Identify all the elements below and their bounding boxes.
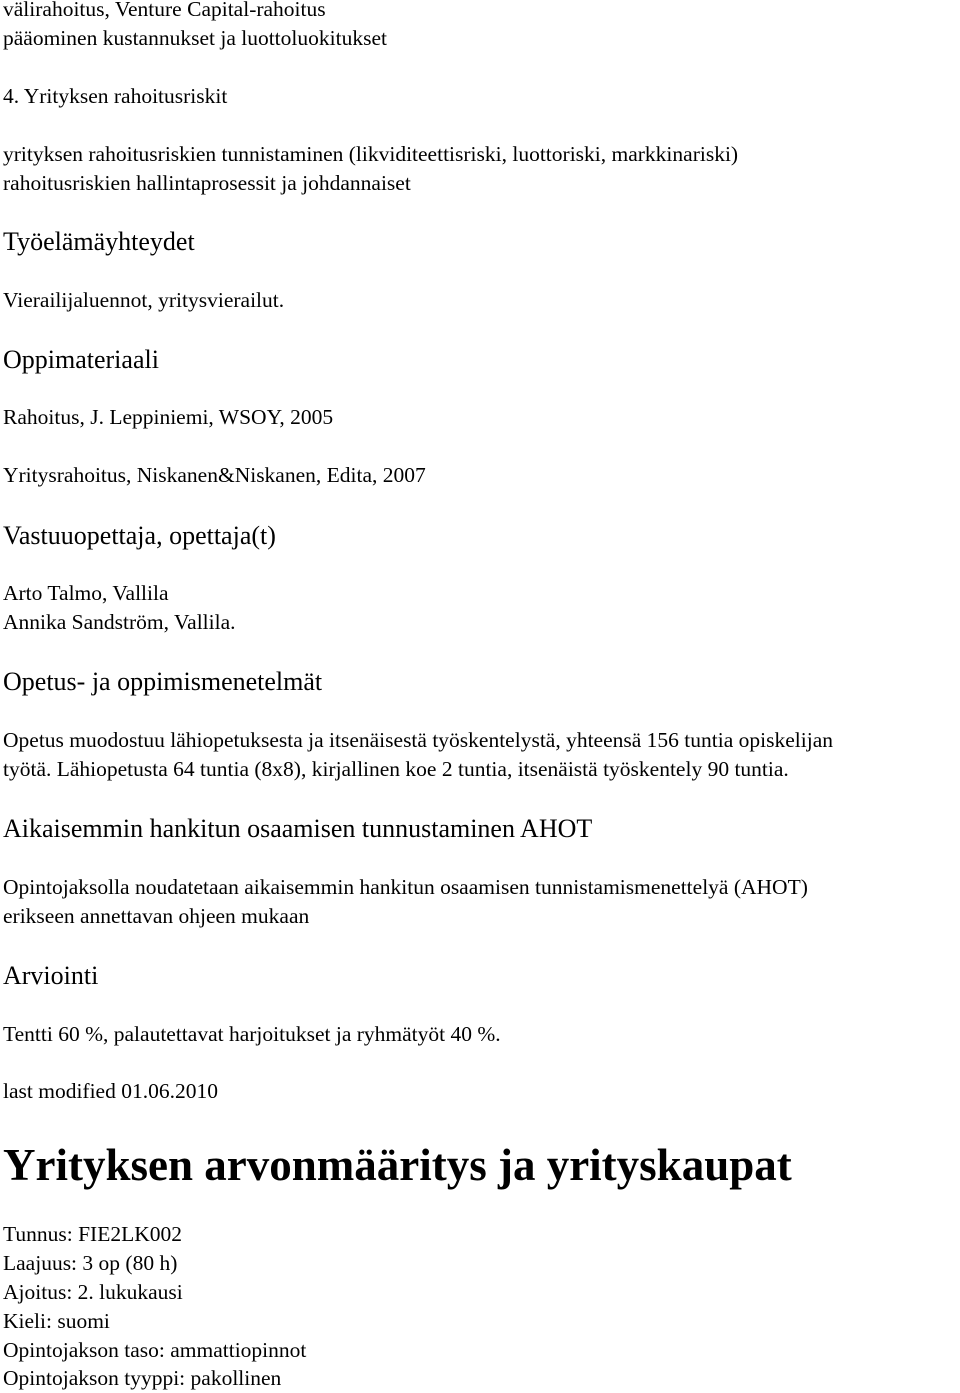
material-item: Yritysrahoitus, Niskanen&Niskanen, Edita, 2007 (3, 463, 426, 487)
text-line: Vierailijaluennot, yritysvierailut. (3, 288, 285, 312)
text-line: Tentti 60 %, palautettavat harjoitukset ja ryhmätyöt 40 %. (3, 1022, 501, 1046)
course-detail: Tunnus: FIE2LK002 (3, 1222, 183, 1246)
heading-tyoelamayhteydet: Työelämäyhteydet (3, 227, 195, 256)
course-detail: Kieli: suomi (3, 1309, 110, 1333)
course-detail: Opintojakson tyyppi: pakollinen (3, 1366, 282, 1390)
text-line: Opintojaksolla noudatetaan aikaisemmin hankitun osaamisen tunnistamismenettelyä (AHOT) (3, 875, 808, 899)
teacher-line: Arto Talmo, Vallila (3, 581, 169, 605)
course-detail: Ajoitus: 2. lukukausi (3, 1280, 183, 1304)
text-line: erikseen annettavan ohjeen mukaan (3, 904, 310, 928)
course-title: Yrityksen arvonmääritys ja yrityskaupat (3, 1140, 792, 1190)
course-detail: Opintojakson taso: ammattiopinnot (3, 1338, 307, 1362)
text-line: yrityksen rahoitusriskien tunnistaminen (likviditeettisriski, luottoriski, markkinariski) (3, 142, 739, 166)
section-heading: 4. Yrityksen rahoitusriskit (3, 84, 228, 108)
heading-oppimateriaali: Oppimateriaali (3, 345, 159, 374)
course-detail: Laajuus: 3 op (80 h) (3, 1251, 178, 1275)
text-line: pääominen kustannukset ja luottoluokitukset (3, 26, 387, 50)
text-line: välirahoitus, Venture Capital-rahoitus (3, 0, 326, 21)
last-modified: last modified 01.06.2010 (3, 1079, 218, 1103)
heading-ahot: Aikaisemmin hankitun osaamisen tunnustaminen AHOT (3, 814, 593, 843)
text-line: Opetus muodostuu lähiopetuksesta ja itsenäisestä työskentelystä, yhteensä 156 tuntia opiskelijan (3, 728, 833, 752)
material-item: Rahoitus, J. Leppiniemi, WSOY, 2005 (3, 405, 334, 429)
text-line: työtä. Lähiopetusta 64 tuntia (8x8), kirjallinen koe 2 tuntia, itsenäistä työskentely 90 tuntia. (3, 757, 789, 781)
heading-vastuuopettaja: Vastuuopettaja, opettaja(t) (3, 521, 276, 550)
text-line: rahoitusriskien hallintaprosessit ja johdannaiset (3, 171, 411, 195)
teacher-line: Annika Sandström, Vallila. (3, 610, 236, 634)
heading-menetelmat: Opetus- ja oppimismenetelmät (3, 667, 323, 696)
heading-arviointi: Arviointi (3, 961, 99, 990)
